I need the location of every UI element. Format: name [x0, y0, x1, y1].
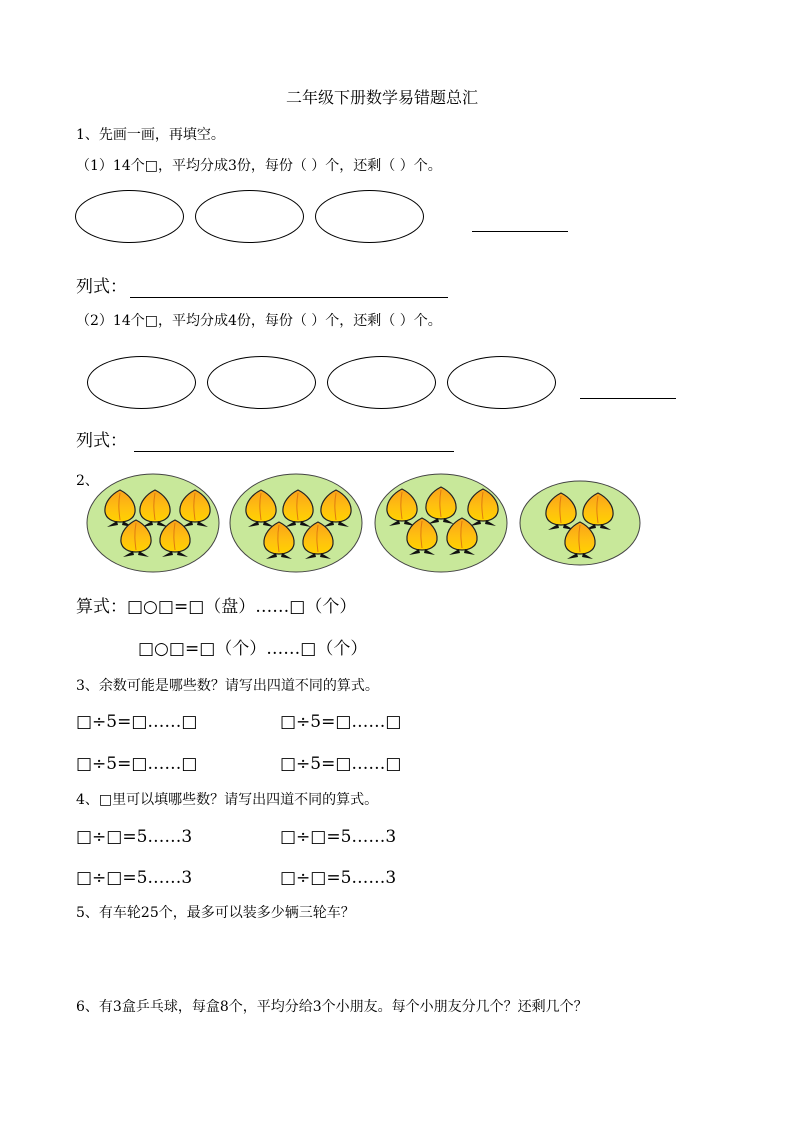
drawing-oval[interactable]: [87, 356, 196, 409]
plates-illustration: [0, 470, 794, 580]
q2-formula-2: □○□=□（个）……□（个）: [138, 639, 368, 659]
q1-part1-text: （1）14个□，平均分成3份，每份（ ）个，还剩（ ）个。: [76, 158, 442, 174]
q4-expression: □÷□=5……3: [280, 827, 397, 847]
formula-label: 列式：: [76, 277, 127, 297]
formula-line[interactable]: [130, 297, 448, 298]
drawing-oval[interactable]: [315, 190, 424, 243]
answer-line[interactable]: [472, 231, 568, 232]
plate: [87, 474, 219, 572]
q2-number: 2、: [76, 473, 99, 489]
q3-expression: □÷5=□……□: [280, 712, 402, 732]
drawing-oval[interactable]: [207, 356, 316, 409]
q6-text: 6、有3盒乒乓球，每盒8个，平均分给3个小朋友。每个小朋友分几个？还剩几个？: [76, 999, 588, 1015]
page-title: 二年级下册数学易错题总汇: [286, 88, 479, 107]
q3-heading: 3、余数可能是哪些数？请写出四道不同的算式。: [76, 678, 379, 694]
q1-part2-text: （2）14个□，平均分成4份，每份（ ）个，还剩（ ）个。: [76, 313, 442, 329]
drawing-oval[interactable]: [195, 190, 304, 243]
drawing-oval[interactable]: [447, 356, 556, 409]
q3-expression: □÷5=□……□: [76, 712, 198, 732]
answer-line[interactable]: [580, 398, 676, 399]
plate: [230, 474, 362, 572]
formula-label: 列式：: [76, 431, 127, 451]
plate: [520, 481, 640, 565]
q3-expression: □÷5=□……□: [76, 754, 198, 774]
q4-expression: □÷□=5……3: [280, 868, 397, 888]
q1-heading: 1、先画一画，再填空。: [76, 127, 225, 143]
q2-formula-1: 算式：□○□=□（盘）……□（个）: [76, 597, 357, 617]
q4-heading: 4、□里可以填哪些数？请写出四道不同的算式。: [76, 792, 379, 808]
q4-expression: □÷□=5……3: [76, 827, 193, 847]
formula-line[interactable]: [134, 451, 454, 452]
q4-expression: □÷□=5……3: [76, 868, 193, 888]
drawing-oval[interactable]: [75, 190, 184, 243]
q5-text: 5、有车轮25个，最多可以装多少辆三轮车？: [76, 905, 355, 921]
drawing-oval[interactable]: [327, 356, 436, 409]
plate: [375, 474, 507, 572]
q3-expression: □÷5=□……□: [280, 754, 402, 774]
